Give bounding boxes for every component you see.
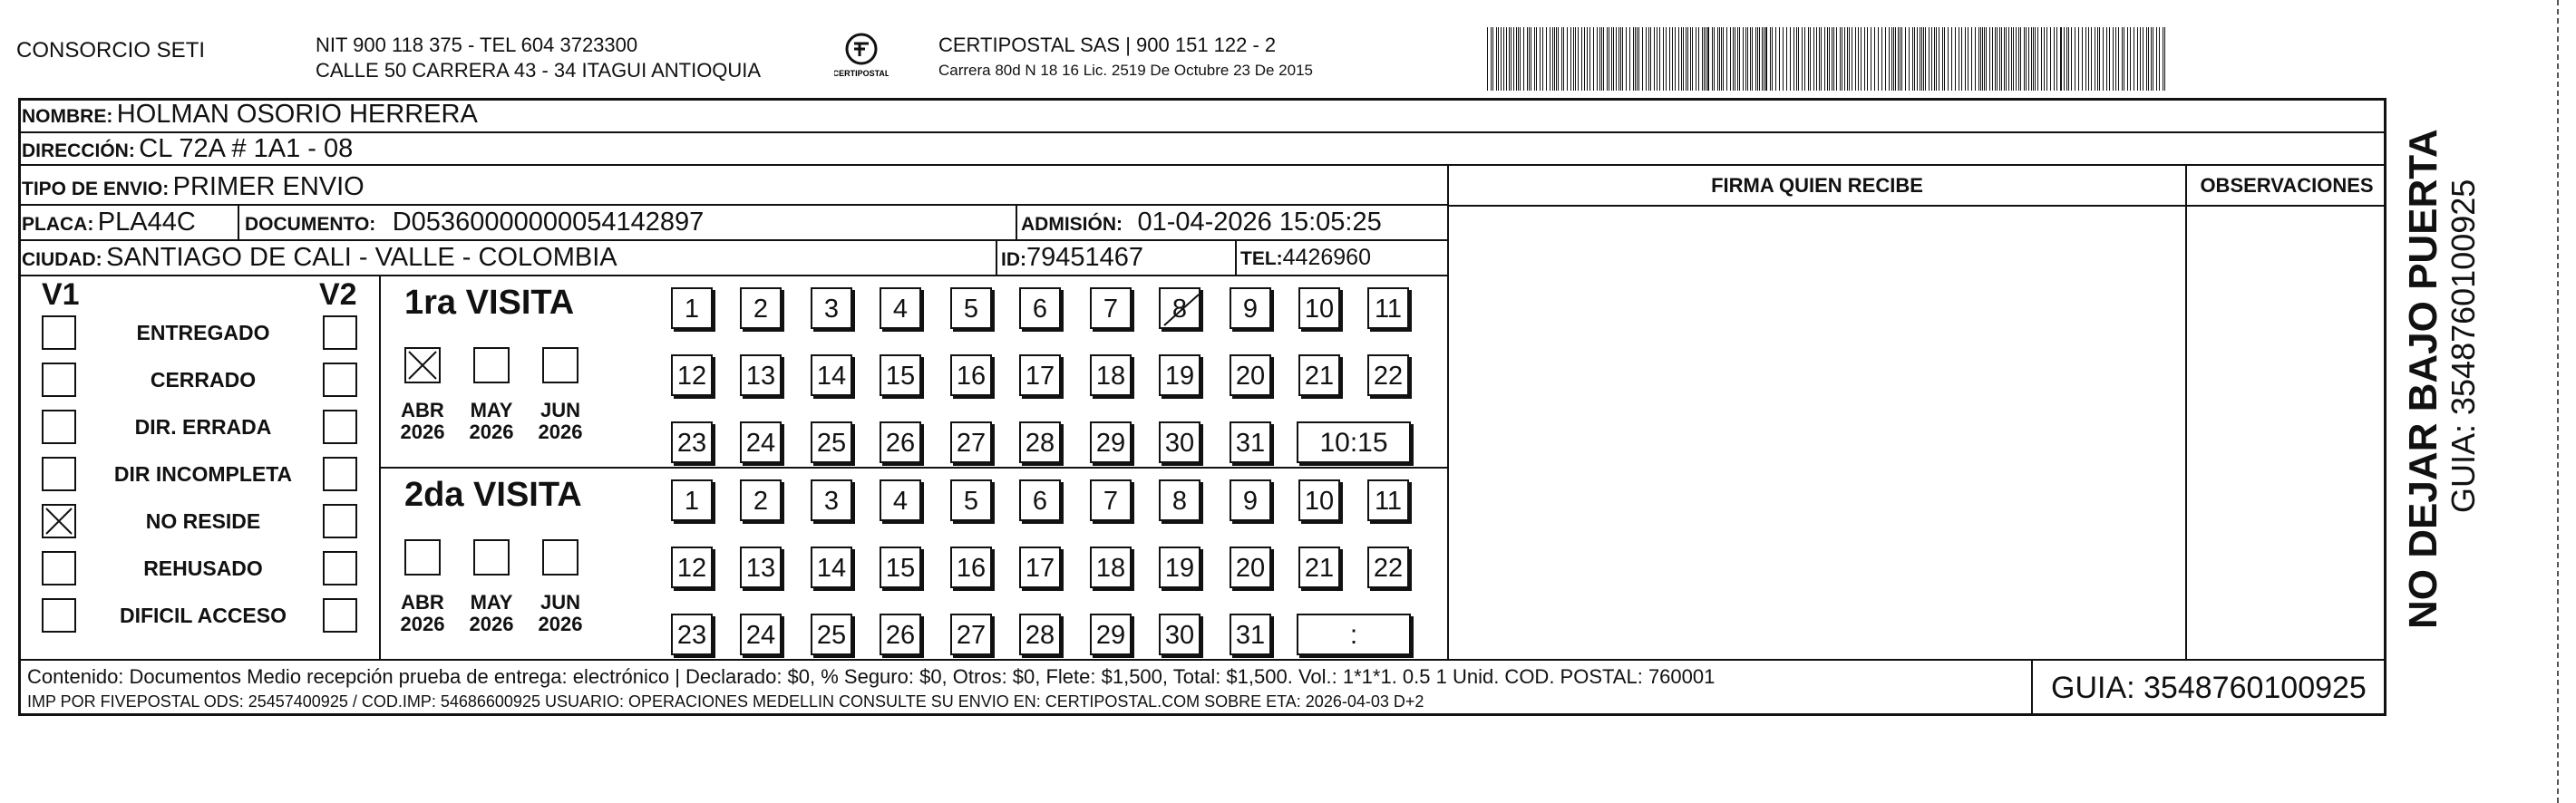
check-x-icon	[406, 349, 439, 382]
admision-row	[1021, 206, 1382, 238]
barcode	[1487, 27, 2167, 91]
month-year: 2026	[400, 613, 445, 635]
day-box[interactable]: 29	[1090, 614, 1132, 655]
day-box[interactable]	[1159, 287, 1201, 329]
nombre-value: HOLMAN OSORIO HERRERA	[116, 100, 478, 129]
status-label: DIR INCOMPLETA	[113, 462, 293, 486]
day-box[interactable]: 1	[671, 287, 713, 329]
day-number: 8	[1171, 295, 1188, 324]
day-box[interactable]: 10	[1298, 287, 1340, 329]
cert-line1: CERTIPOSTAL SAS | 900 151 122 - 2	[938, 34, 1277, 56]
ciudad-row	[22, 241, 617, 274]
month-name: MAY	[470, 591, 513, 614]
id-value: 79451467	[1026, 243, 1144, 272]
day-box[interactable]: 7	[1090, 287, 1132, 329]
cert-line2: Carrera 80d N 18 16 Lic. 2519 De Octubre 23 De 2015	[938, 62, 1313, 79]
day-box[interactable]: 23	[671, 614, 713, 655]
day-box[interactable]: 16	[950, 547, 992, 588]
day-box[interactable]: 9	[1230, 479, 1271, 521]
day-box[interactable]: 23	[671, 421, 713, 463]
day-box[interactable]: 15	[880, 547, 921, 588]
divider	[18, 275, 1449, 276]
footer-guia: GUIA: 3548760100925	[2051, 671, 2367, 705]
month-label	[529, 592, 592, 635]
month-label	[460, 400, 523, 443]
day-box[interactable]: 25	[811, 614, 852, 655]
status-label: ENTREGADO	[136, 321, 270, 344]
divider	[379, 467, 1447, 469]
month-name: ABR	[401, 591, 444, 614]
status-v2-checkbox[interactable]	[323, 457, 357, 491]
visit-title: 2da VISITA	[404, 476, 582, 514]
month-year: 2026	[538, 421, 583, 443]
divider	[238, 205, 239, 239]
day-box[interactable]: 1	[671, 479, 713, 521]
day-box[interactable]: 20	[1230, 354, 1271, 396]
day-box[interactable]: 6	[1019, 479, 1061, 521]
day-box[interactable]: 24	[740, 614, 782, 655]
id-row	[1001, 241, 1143, 274]
direccion-value: CL 72A # 1A1 - 08	[139, 134, 354, 163]
day-box[interactable]: 18	[1090, 354, 1132, 396]
day-box[interactable]: 12	[671, 547, 713, 588]
day-box[interactable]: 28	[1019, 421, 1061, 463]
day-box[interactable]: 25	[811, 421, 852, 463]
day-box[interactable]: 21	[1298, 547, 1340, 588]
day-box[interactable]: 9	[1230, 287, 1271, 329]
status-v1-checkbox[interactable]	[42, 457, 76, 491]
certipostal-info	[938, 33, 1313, 83]
month-name: ABR	[401, 399, 444, 421]
day-box[interactable]: 13	[740, 547, 782, 588]
month-year: 2026	[469, 613, 514, 635]
status-v1-checkbox[interactable]	[42, 598, 76, 633]
tipo-envio-label: TIPO DE ENVIO:	[22, 179, 170, 199]
day-box[interactable]: 5	[950, 287, 992, 329]
certipostal-logo	[834, 29, 889, 83]
divider	[2031, 659, 2033, 716]
tel-row	[1240, 241, 1371, 274]
divider	[996, 239, 997, 275]
month-label	[529, 400, 592, 443]
day-box[interactable]: 18	[1090, 547, 1132, 588]
status-v2-checkbox[interactable]	[323, 504, 357, 538]
day-box[interactable]: 31	[1230, 421, 1271, 463]
documento-row	[245, 206, 704, 238]
documento-label: DOCUMENTO:	[245, 214, 376, 235]
day-box[interactable]: 27	[950, 421, 992, 463]
ciudad-value: SANTIAGO DE CALI - VALLE - COLOMBIA	[106, 243, 617, 272]
status-v2-checkbox[interactable]	[323, 315, 357, 350]
visit-title: 1ra VISITA	[404, 284, 575, 322]
nombre-row	[22, 98, 478, 131]
day-box[interactable]: 22	[1367, 547, 1409, 588]
day-box[interactable]: 11	[1367, 479, 1409, 521]
divider	[1016, 205, 1017, 239]
footer-imp: IMP POR FIVEPOSTAL ODS: 25457400925 / COD.IMP: 54686600925 USUARIO: OPERACIONES MEDELLIN CONSULTE SU ENVIO EN: CERTIPOSTAL.COM SOBRE ETA: 2026-04-03 D+2	[27, 692, 1424, 711]
status-v2-checkbox[interactable]	[323, 410, 357, 444]
footer-contenido: Contenido: Documentos Medio recepción prueba de entrega: electrónico | Declarado: $0, % Seguro: $0, Otros: $0, Flete: $1,500, Total: $1,500. Vol.: 1*1*1. 0.5 1 Unid. COD. POSTAL: 760001	[27, 665, 1716, 688]
status-v1-checkbox[interactable]	[42, 551, 76, 585]
observations-area[interactable]	[2189, 207, 2383, 657]
nit-line: NIT 900 118 375 - TEL 604 3723300	[316, 34, 638, 56]
v1-header: V1	[42, 277, 80, 312]
direccion-row	[22, 132, 353, 165]
day-box[interactable]: 17	[1019, 547, 1061, 588]
firma-header: FIRMA QUIEN RECIBE	[1711, 174, 1923, 197]
day-box[interactable]: 30	[1159, 421, 1201, 463]
cut-line	[2557, 0, 2561, 803]
address-line: CALLE 50 CARRERA 43 - 34 ITAGUI ANTIOQUIA	[316, 59, 762, 82]
day-box[interactable]: 6	[1019, 287, 1061, 329]
observaciones-header: OBSERVACIONES	[2200, 174, 2374, 197]
day-box[interactable]: 10	[1298, 479, 1340, 521]
day-box[interactable]: 28	[1019, 614, 1061, 655]
status-v2-checkbox[interactable]	[323, 363, 357, 397]
placa-label: PLACA:	[22, 214, 94, 235]
logo-text: CERTIPOSTAL	[834, 69, 889, 78]
day-box[interactable]: 20	[1230, 547, 1271, 588]
day-box[interactable]: 8	[1159, 479, 1201, 521]
month-checkbox[interactable]	[404, 539, 441, 576]
admision-label: ADMISIÓN:	[1021, 214, 1123, 235]
month-year: 2026	[538, 613, 583, 635]
status-label: NO RESIDE	[145, 509, 261, 533]
day-box[interactable]: 22	[1367, 354, 1409, 396]
day-box[interactable]: 24	[740, 421, 782, 463]
visit-time[interactable]: 10:15	[1297, 421, 1411, 463]
id-label: ID:	[1001, 249, 1026, 270]
day-box[interactable]: 19	[1159, 547, 1201, 588]
day-box[interactable]: 11	[1367, 287, 1409, 329]
month-name: JUN	[540, 399, 580, 421]
divider	[2185, 164, 2187, 659]
status-v1-checkbox[interactable]	[42, 504, 76, 538]
status-label: DIR. ERRADA	[134, 415, 272, 439]
day-box[interactable]: 15	[880, 354, 921, 396]
day-box[interactable]: 4	[880, 479, 921, 521]
status-label: REHUSADO	[143, 556, 263, 580]
placa-value: PLA44C	[97, 208, 196, 237]
day-box[interactable]: 30	[1159, 614, 1201, 655]
divider	[18, 131, 2386, 133]
month-label	[391, 400, 454, 443]
nombre-label: NOMBRE:	[22, 106, 113, 127]
month-name: JUN	[540, 591, 580, 614]
status-label: DIFICIL ACCESO	[119, 604, 287, 627]
tel-value: 4426960	[1282, 245, 1371, 270]
month-year: 2026	[400, 421, 445, 443]
tipo-envio-row	[22, 170, 365, 203]
month-checkbox[interactable]	[404, 347, 441, 383]
side-guia: GUIA: 3548760100925	[2445, 179, 2482, 513]
day-box[interactable]: 21	[1298, 354, 1340, 396]
status-v1-checkbox[interactable]	[42, 410, 76, 444]
placa-row	[22, 206, 196, 238]
month-label	[460, 592, 523, 635]
status-label: CERRADO	[150, 368, 257, 392]
no-dejar-bajo-puerta: NO DEJAR BAJO PUERTA	[2401, 129, 2445, 629]
month-label	[391, 592, 454, 635]
company-name: CONSORCIO SETI	[16, 38, 206, 63]
signature-area[interactable]	[1451, 207, 2182, 657]
month-name: MAY	[470, 399, 513, 421]
v2-header: V2	[319, 277, 357, 312]
direccion-label: DIRECCIÓN:	[22, 140, 135, 161]
documento-value: D05360000000054142897	[392, 208, 705, 237]
ciudad-label: CIUDAD:	[22, 249, 102, 270]
month-checkbox[interactable]	[542, 347, 578, 383]
day-box[interactable]: 12	[671, 354, 713, 396]
day-box[interactable]: 16	[950, 354, 992, 396]
day-box[interactable]: 31	[1230, 614, 1271, 655]
tipo-envio-value: PRIMER ENVIO	[172, 172, 365, 201]
status-v1-checkbox[interactable]	[42, 363, 76, 397]
divider	[1447, 164, 1449, 659]
day-box[interactable]: 14	[811, 354, 852, 396]
status-v2-checkbox[interactable]	[323, 551, 357, 585]
divider	[1235, 239, 1237, 275]
month-year: 2026	[469, 421, 514, 443]
day-box[interactable]: 3	[811, 479, 852, 521]
tel-label: TEL:	[1240, 248, 1283, 269]
admision-value: 01-04-2026 15:05:25	[1137, 208, 1382, 237]
day-box[interactable]: 14	[811, 547, 852, 588]
day-box[interactable]: 26	[880, 421, 921, 463]
day-box[interactable]: 2	[740, 287, 782, 329]
day-box[interactable]: 27	[950, 614, 992, 655]
day-box[interactable]: 4	[880, 287, 921, 329]
visit-time[interactable]: :	[1297, 614, 1411, 655]
day-box[interactable]: 5	[950, 479, 992, 521]
day-box[interactable]: 17	[1019, 354, 1061, 396]
check-x-icon	[44, 506, 74, 537]
status-v1-checkbox[interactable]	[42, 315, 76, 350]
month-checkbox[interactable]	[473, 539, 510, 576]
day-box[interactable]: 26	[880, 614, 921, 655]
company-contact	[316, 33, 761, 83]
month-checkbox[interactable]	[542, 539, 578, 576]
day-box[interactable]: 2	[740, 479, 782, 521]
cross-out-icon	[1161, 289, 1202, 331]
status-v2-checkbox[interactable]	[323, 598, 357, 633]
day-box[interactable]: 7	[1090, 479, 1132, 521]
divider	[18, 164, 2386, 166]
day-box[interactable]: 13	[740, 354, 782, 396]
month-checkbox[interactable]	[473, 347, 510, 383]
day-box[interactable]: 19	[1159, 354, 1201, 396]
day-box[interactable]: 29	[1090, 421, 1132, 463]
day-box[interactable]: 3	[811, 287, 852, 329]
